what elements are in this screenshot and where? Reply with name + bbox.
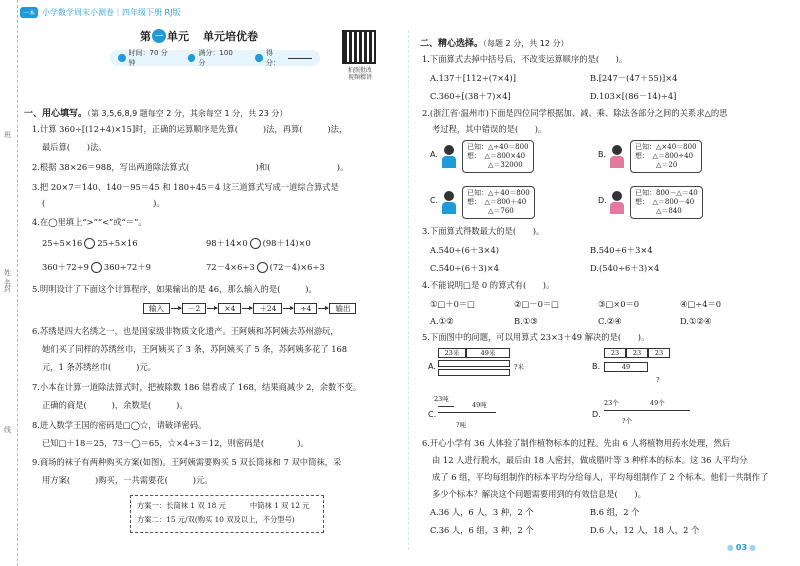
page-number: [725, 543, 758, 552]
page-dot-icon: ●: [726, 543, 734, 552]
c6-option-c[interactable]: C.36 人，6 组，3 种，2 个: [430, 525, 534, 535]
c5-line1: 5.下面图中的问题，可以用算式 23×3＋49 解决的是( )。: [422, 332, 650, 342]
unit-name: 单元培优卷: [203, 30, 258, 43]
q6-line1: 6.苏绣是四大名绣之一，也是国家级非物质文化遗产。王阿姨和苏阿姨去苏州游玩，: [32, 326, 339, 336]
score-label: 满分：100 分: [198, 49, 233, 67]
c6-line2: 由 12 人进行脱水，最后由 18 人密封，做成腊叶等 3 种样本的标本。这 36 人平均分: [432, 455, 748, 465]
section2-note: （每题 2 分，共 12 分）: [483, 39, 569, 48]
flow-arrow-icon: [242, 308, 252, 309]
c5-label-b[interactable]: B.: [592, 362, 601, 371]
score-blank[interactable]: [288, 58, 312, 59]
section1-heading: [24, 106, 287, 119]
c1-option-a[interactable]: A.137＋[112÷(7×4)]: [430, 73, 517, 83]
c2-line1: 2.(浙江省·温州市)下面是四位同学根据加、减、乘、除法各部分之间的关系求△的思: [422, 108, 728, 118]
q5-line1: 5.明明设计了下面这个计算程序，如果输出的是 46，那么输入的是( )。: [32, 284, 317, 294]
q4-a-circle[interactable]: [84, 238, 95, 249]
girl-figure-icon: [610, 145, 624, 169]
q4-row2a: [42, 262, 151, 273]
q9-line2: 用方案( )购买，一共需要花( )元。: [42, 475, 213, 485]
c2-bubble-d: 已知：800－△＝40 想： △＝800－40 △＝840: [630, 186, 703, 219]
c2-bubble-b: 已知：△×40＝800 想： △＝800÷40 △＝20: [630, 140, 702, 173]
flow-box-plus24: ＋24: [253, 303, 282, 314]
section2-title: 二、精心选择。: [420, 39, 484, 49]
boy-figure-icon: [442, 145, 456, 169]
q4-row2b: [206, 262, 325, 273]
c2-label-a[interactable]: A.: [430, 150, 438, 159]
q4-row1a: [42, 238, 138, 249]
page-dot-icon: ●: [749, 543, 756, 552]
q4-line1: 4.在◯里填上“>”“<”或“＝”。: [32, 217, 147, 227]
c5b-bar-23b: 23: [626, 348, 648, 358]
q4-d-right: (72－4)×6÷3: [269, 262, 325, 272]
q9-line1: 9.商场的袜子有两种购买方案(如图)。王阿姨需要购买 5 双长筒袜和 7 双中筒袜，采: [32, 457, 342, 467]
c2-label-b[interactable]: B.: [598, 150, 607, 159]
c6-option-a[interactable]: A.36 人，6 人，3 种，2 个: [430, 507, 534, 517]
section1-title: 一、用心填写。: [24, 109, 88, 119]
c5d-line: [604, 410, 690, 411]
got-label: 得分：: [265, 49, 280, 67]
unit-suffix: 单元: [167, 30, 189, 43]
c5-label-d[interactable]: D.: [592, 410, 601, 419]
c5c-label-23: 23吨: [434, 395, 449, 403]
plan1-long: 方案一：长筒袜 1 双 18 元: [137, 501, 226, 510]
q7-line2: 正确的商是( )，余数是( )。: [42, 400, 188, 410]
c4-option-d[interactable]: D.①②④: [680, 316, 712, 326]
qr-caption-line1: 拍照批改: [347, 67, 372, 74]
unit-title-block: [100, 22, 400, 88]
q6-line2: 她们买了同样的苏绣丝巾，王阿姨买了 3 条，苏阿姨买了 5 条，苏阿姨多花了 168: [42, 344, 348, 354]
plan2-row: [137, 513, 317, 527]
flow-box-input: 输入: [143, 303, 170, 314]
pen-icon: [255, 54, 263, 62]
c5d-label-23: 23个: [604, 399, 619, 407]
c6-option-b[interactable]: B.6 组，2 个: [590, 507, 640, 517]
q3-line2: ( )。: [42, 198, 165, 208]
c1-option-d[interactable]: D.103×[(86－14)÷4]: [590, 91, 677, 101]
c3-option-c[interactable]: C.540÷(6＋3)×4: [430, 263, 500, 273]
q3-line1: 3.把 20×7＝140、140－95＝45 和 180÷45＝4 这三道算式写成一道综合算式是: [32, 182, 339, 192]
score-icon: [188, 54, 196, 62]
series-name: 小学数学周末小测卷｜四年级下册 RJ版: [42, 7, 181, 17]
plan2-text: 方案二：15 元/双(购买 10 双及以上，不分型号): [137, 515, 295, 524]
plan1-row: [137, 499, 317, 513]
time-label: 时间：70 分钟: [128, 49, 168, 67]
c1-line1: 1.下面算式去掉中括号后，不改变运算顺序的是( )。: [422, 54, 628, 64]
c3-option-b[interactable]: B.540÷6＋3×4: [590, 245, 653, 255]
c5-label-a[interactable]: A.: [428, 362, 436, 371]
margin-label-seal: 封: [4, 285, 11, 293]
series-header: [20, 4, 180, 20]
unit-title: [140, 28, 258, 44]
flow-box-div4: ÷4: [294, 303, 317, 314]
c5b-bar-23a: 23: [604, 348, 626, 358]
c5a-question: ?米: [514, 363, 524, 371]
c5a-bar-49: 49米: [466, 348, 510, 358]
c4-option-b[interactable]: B.①③: [514, 316, 538, 326]
q4-b-right: (98＋14)×0: [262, 238, 311, 248]
c2-label-d[interactable]: D.: [598, 196, 607, 205]
q4-a-left: 25÷5×16: [42, 238, 83, 248]
c6-line3: 成了 6 组，平均每组制作的标本平均分给每人，平均每组制作了 2 个标本。他们一共制作了: [432, 472, 769, 482]
q4-d-circle[interactable]: [257, 262, 268, 273]
unit-number: 一: [152, 29, 166, 43]
c4-item-4: ④□÷4＝0: [680, 299, 722, 309]
c5c-line-49: [438, 412, 496, 413]
q4-b-circle[interactable]: [250, 238, 261, 249]
c3-line1: 3.下面算式得数最大的是( )。: [422, 226, 545, 236]
q4-row1b: [206, 238, 311, 249]
c4-item-2: ②□－0＝□: [514, 299, 559, 309]
section2-heading: [420, 36, 568, 49]
q4-a-right: 25÷5×16: [97, 238, 138, 248]
qr-caption: [340, 67, 380, 81]
flow-arrow-icon: [283, 308, 293, 309]
q4-c-circle[interactable]: [91, 262, 102, 273]
c5a-bar-23: 23米: [438, 348, 466, 358]
c1-option-c[interactable]: C.360÷[(38＋7)×4]: [430, 91, 511, 101]
c5d-question: ?个: [622, 417, 632, 425]
q1-line1: 1.计算 360÷[(12+4)×15]时，正确的运算顺序是先算( )法，再算( )法，: [32, 124, 348, 134]
c6-line1: 6.开心小学有 36 人体验了制作植物标本的过程。先由 6 人将植物用药水处理，然后: [422, 438, 731, 448]
q4-d-left: 72－4×6÷3: [206, 262, 255, 272]
c5d-label-49: 49个: [650, 399, 665, 407]
c3-option-a[interactable]: A.540÷(6＋3×4): [430, 245, 499, 255]
plan1-mid: 中筒袜 1 双 12 元: [249, 501, 310, 510]
q4-c-right: 360÷72＋9: [103, 262, 151, 272]
margin-label-name: 姓名: [4, 269, 11, 287]
c4-item-3: ③□×0＝0: [598, 299, 640, 309]
exam-info-bar: [110, 50, 320, 66]
flow-arrow-icon: [318, 308, 328, 309]
column-divider: [408, 30, 409, 550]
q2-line1: 2.根据 38×26＝988，写出两道除法算式( )和( )。: [32, 162, 349, 172]
page-number-text: 03: [735, 543, 748, 552]
section1-note: （第 3,5,6,8,9 题每空 2 分，其余每空 1 分，共 23 分）: [87, 109, 288, 118]
flow-box-times4: ×4: [218, 303, 241, 314]
qr-caption-line2: 视频精讲: [347, 74, 372, 81]
flow-arrow-icon: [207, 308, 217, 309]
c2-bubble-c: 已知：△＋40＝800 想： △＝800＋40 △＝760: [462, 186, 535, 219]
c5c-line-23: [438, 406, 454, 407]
clock-icon: [118, 54, 126, 62]
c5c-label-49: 49吨: [472, 401, 487, 409]
c4-option-c[interactable]: C.②④: [598, 316, 622, 326]
series-tag: 一本: [20, 7, 38, 18]
c4-option-a[interactable]: A.①②: [430, 316, 454, 326]
q6-line3: 元，1 条苏绣丝巾( )元。: [42, 362, 156, 372]
qr-code-icon[interactable]: [342, 30, 376, 64]
c5a-bar-row3: [438, 369, 510, 376]
c5c-question: ?吨: [456, 421, 466, 429]
c6-line4: 多少个标本？解决这个问题需要用到的有效信息是( )。: [432, 489, 646, 499]
c2-bubble-a: 已知：△÷40＝800 想： △＝800×40 △＝32000: [462, 140, 534, 173]
q1-line2: 最后算( )法。: [42, 142, 107, 152]
margin-label-class: 班: [4, 131, 11, 139]
boy-figure-icon: [442, 191, 456, 215]
c5b-bar-49: 49: [604, 362, 648, 372]
program-flowchart: [143, 303, 356, 314]
c6-option-d[interactable]: D.6 人，12 人，18 人，2 个: [590, 525, 700, 535]
price-plan-box: [130, 495, 324, 533]
c5-label-c[interactable]: C.: [428, 410, 437, 419]
unit-prefix: 第: [140, 30, 151, 43]
c1-option-b[interactable]: B.[247－(47＋55)]×4: [590, 73, 678, 83]
c5b-question: ?: [656, 376, 660, 384]
flow-arrow-icon: [171, 308, 181, 309]
binding-margin: [2, 0, 18, 566]
c4-item-1: ①□＋0＝□: [430, 299, 475, 309]
q4-b-left: 98＋14×0: [206, 238, 248, 248]
q4-c-left: 360＋72÷9: [42, 262, 89, 272]
c3-option-d[interactable]: D.(540÷6＋3)×4: [590, 263, 660, 273]
girl-figure-icon: [610, 191, 624, 215]
margin-label-line: 线: [4, 426, 11, 434]
q8-line1: 8.进入数学王国的密码是□◯☆，请破译密码。: [32, 420, 207, 430]
c5b-bar-23c: 23: [648, 348, 670, 358]
c2-label-c[interactable]: C.: [430, 196, 439, 205]
flow-box-output: 输出: [329, 303, 356, 314]
q8-line2: 已知□＋18＝25，73－◯＝65，☆×4÷3＝12，则密码是( )。: [42, 438, 309, 448]
c2-line2: 考过程，其中错误的是( )。: [432, 124, 547, 134]
flow-box-minus2: －2: [182, 303, 206, 314]
c5a-bar-row2: [438, 360, 510, 367]
q7-line1: 7.小本在计算一道除法算式时，把被除数 186 错看成了 168，结果商减少 2，余数不变。: [32, 382, 362, 392]
c4-line1: 4.不能说明□是 0 的算式有( )。: [422, 280, 555, 290]
